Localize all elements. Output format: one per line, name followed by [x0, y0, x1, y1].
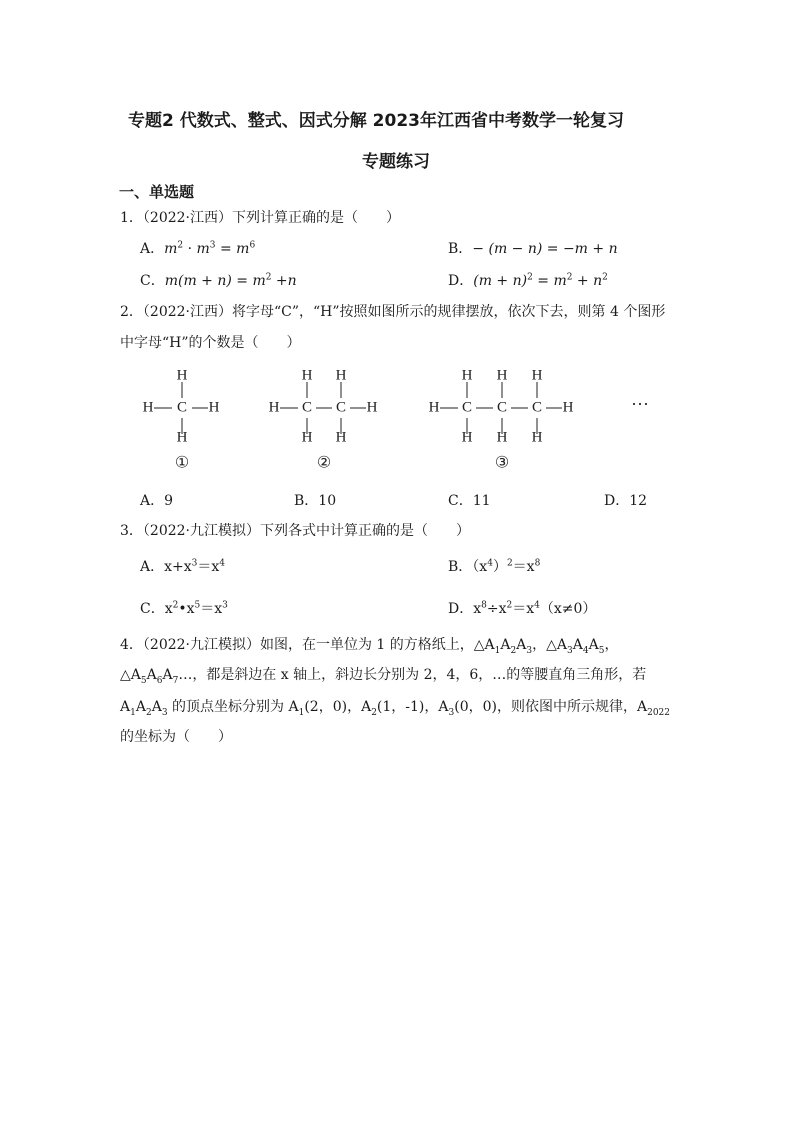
fig1-h-top: H	[176, 367, 188, 384]
question-3-stem: 3．（2022·九江模拟）下列各式中计算正确的是（ ）	[120, 523, 470, 539]
q3-option-a: A．$x+x^3=x^4$	[140, 558, 226, 575]
fig1-h-right: H	[208, 399, 220, 416]
q1-option-c: C．$m(m + n) = m^2 +n$	[140, 272, 297, 289]
question-4-line2: $\triangle A_5A_6A_7\dots$，都是斜边在 x 轴上，斜边长分别为 2，4，6，…的等腰直角三角形，若	[120, 667, 647, 686]
q1-option-d: D．$(m + n)^2 = m^2 + n^2$	[448, 272, 608, 289]
fig3-h-top-2: H	[496, 367, 508, 384]
figure-ellipsis: ···	[631, 394, 649, 415]
fig2-c-1: C	[301, 399, 313, 416]
fig1-h-bottom: H	[176, 429, 188, 446]
fig1-c: C	[176, 399, 188, 416]
figure-3-label: ③	[494, 454, 510, 472]
fig2-h-bottom-2: H	[335, 429, 347, 446]
q3-option-d: D．$x^8\div x^2=x^4(x\ne 0)$	[448, 600, 597, 617]
q2-option-d: D．12	[604, 493, 648, 509]
fig3-h-bottom-2: H	[496, 429, 508, 446]
fig2-h-bottom-1: H	[301, 429, 313, 446]
fig3-c-1: C	[461, 399, 473, 416]
question-4-line3: $A_1A_2A_3$ 的顶点坐标分别为 $A_1(2$，0)，$A_2(1$，-1)，$A_3(0$，0)，则依图中所示规律，$A_{2022}$	[120, 699, 671, 718]
fig3-h-right: H	[562, 399, 574, 416]
figure-2-label: ②	[316, 454, 332, 472]
q1-option-b: B．− (m − n) = −m + n	[448, 241, 618, 257]
fig2-c-2: C	[335, 399, 347, 416]
fig2-h-top-1: H	[301, 367, 313, 384]
q1-option-a: A．$m^2 \cdot m^3 = m^6$	[140, 240, 256, 257]
question-2-stem-line2: 中字母“H”的个数是（ ）	[120, 335, 301, 351]
question-2-stem-line1: 2．（2022·江西）将字母“C”，“H”按照如图所示的规律摆放，依次下去，则第 4 个图形	[120, 304, 666, 320]
q2-option-c: C．11	[448, 493, 491, 509]
fig2-h-right: H	[366, 399, 378, 416]
fig3-h-bottom-1: H	[461, 429, 473, 446]
fig3-h-left: H	[428, 399, 440, 416]
fig1-h-left: H	[142, 399, 154, 416]
question-1-stem: 1．（2022·江西）下列计算正确的是（ ）	[120, 210, 400, 226]
page-title-line1: 专题2 代数式、整式、因式分解 2023年江西省中考数学一轮复习	[128, 111, 624, 131]
fig3-c-2: C	[496, 399, 508, 416]
figure-1-label: ①	[174, 454, 190, 472]
fig3-h-bottom-3: H	[531, 429, 543, 446]
fig3-h-top-3: H	[531, 367, 543, 384]
section-heading: 一、单选题	[119, 183, 195, 201]
fig2-h-left: H	[268, 399, 280, 416]
q3-option-b: B．$(x^4)^2=x^8$	[448, 558, 541, 575]
page-title-line2: 专题练习	[362, 152, 430, 172]
fig3-h-top-1: H	[461, 367, 473, 384]
question-4-line1: 4．（2022·九江模拟）如图，在一单位为 1 的方格纸上，$\triangle A_1A_2A_3$，$\triangle A_3A_4A_5$，	[120, 637, 619, 656]
figure-2-ethane	[280, 382, 366, 434]
q2-option-a: A．9	[140, 493, 174, 509]
q2-figure	[120, 360, 680, 480]
question-4-line4: 的坐标为（ ）	[120, 729, 232, 745]
fig3-c-3: C	[531, 399, 543, 416]
q2-option-b: B．10	[294, 493, 337, 509]
fig2-h-top-2: H	[335, 367, 347, 384]
q3-option-c: C．$x^2•x^5=x^3$	[140, 600, 228, 617]
